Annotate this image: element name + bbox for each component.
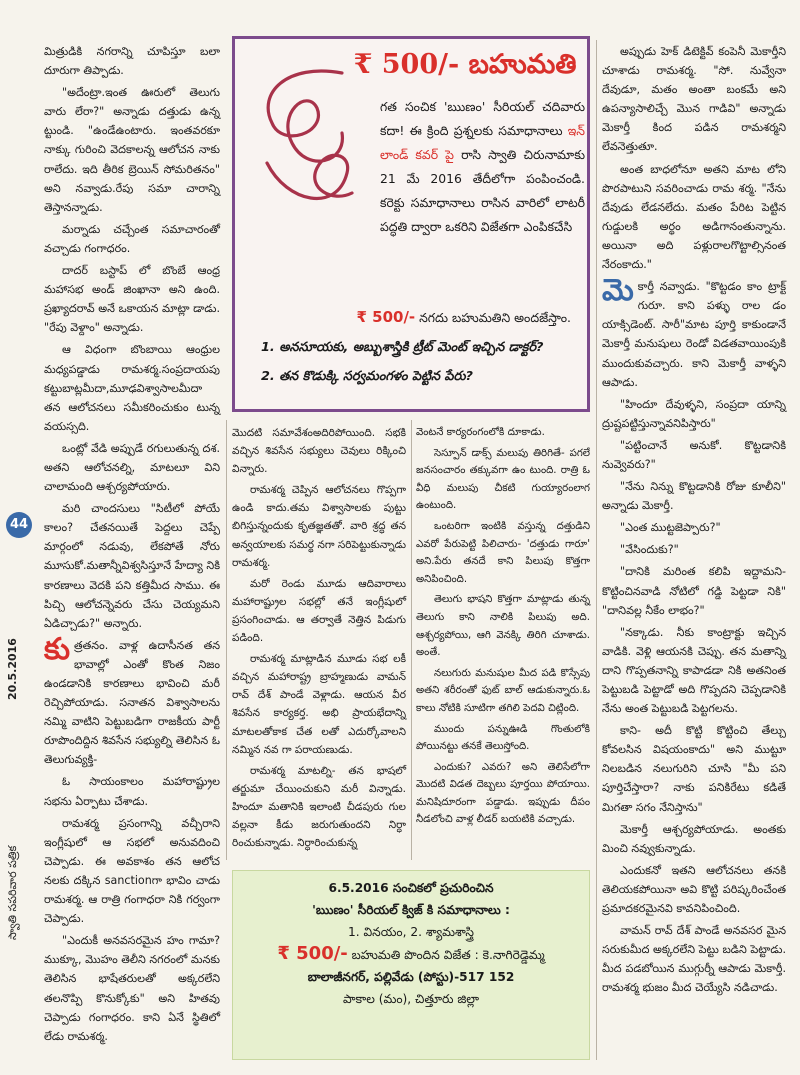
drop-cap-text: కార్తీ నవ్వాడు. "కొట్టడం కాం ట్రాక్ట్ గురూ. కాని పళ్ళు రాల డం యాక్సిడెంట్. సారీ"మాట పూర్తి కాకుండానే మెకార్తీ మనుషులు రెండో విడతవాయింపుకి ముందుకువచ్చారు. కాని మెకార్తీ వాళ్ళని ఆపాడు. [602,280,786,389]
paragraph: "నేను నిన్ను కొట్టడానికి రోజు కూలీని" అన్నాడు మెకార్తీ. [602,480,786,513]
instruction-text: రాసి స్వాతి చిరునామాకు 21 మే 2016 తేదీలోగా పంపించండి. కరెక్టు సమాధానాలు రాసిన వారిలో లాటరీ పద్ధతి ద్వారా ఒకరిని విజేతగా ఎంపికచేసి [380,147,585,234]
answers-line: 1. వినయం, 2. శ్యామశాస్త్రి [348,925,474,939]
paragraph: మిత్రుడికి నగరాన్ని చూపిస్తూ బలా దూరుగా తిప్పాడు. [44,45,220,78]
paragraph: "నక్కాడు. నీకు కాంట్రాక్టు ఇచ్చిన వాడికి. వెళ్లి ఆయనకి చెప్పు. తన మతాన్ని దాని గొప్పతనాన్ని కాపాడడా నికి అతనింత పెట్టుబడి పెట్టాడో అది గొప్పదని చెప్పడానికి నేను అంత పెట్టుబడి పెట్టగలను. [602,625,786,716]
paragraph: ఒంట్లో వేడి అప్పుడే రగులుతున్న దశ. అతని ఆలోచనల్ని, మాటలూ విని చాలామంది ఆశ్చర్యపోయారు. [44,441,220,494]
paragraph: మరో రెండు మూడు ఆదివారాలు మహారాష్ట్రుల సభల్లో తనే ఇంగ్లీషులో ప్రసంగించాడు. ఆ తర్వాతే నెత్తిన పిడుగు పడింది. [232,577,406,645]
paragraph: మెకార్తీ ఆశ్చర్యపోయాడు. అంతకు మించి నవ్వుకున్నాడు. [602,822,786,855]
column-1 [44,42,220,1049]
contest-instructions-cont [261,305,571,388]
paragraph: వామన్ రావ్ దేశ్ పాండే అనవసర మైన సరుకుమీద అక్కరలేని పెట్టు బడిని పెట్టాడు. మీద పడబోయిన ముగ్గుర్నీ ఆపాడు మెకార్తీ. రామశర్మ భుజం మీద చెయ్యేసి నడిచాడు. [602,924,786,995]
quiz-answers-box [232,870,590,1060]
paragraph: "ఎంత ముట్టజెప్పారు?" [620,521,721,535]
paragraph: "అదేంట్రా.ఇంత ఊరులో తెలుగు వారు లేరా?" అన్నాడు దత్తుడు ఉన్న ట్టుండి. "ఉండేఉంటారు. ఇంతవరకూ నాక్కు గురించి వెదకాలన్న ఆలోచన నాకు రాలేదు. ఇది తీరిక బ్రెయిన్ సోమరితనం" అని నవ్వాడు.రేపు సమా చారాన్ని తెస్తానన్నాడు. [44,86,220,214]
paragraph: నలుగురు మనుషుల మీద పడి కొస్సేపు అతని శరీరంతో ఫుట్ బాల్ ఆడుకున్నారు.ఓ కాలు నోటికి సూటిగా తగిలి పెదవి చిట్లింది. [416,667,590,714]
paragraph: కాని- అదీ కొట్టి కొట్టించి తేల్చు కోవలసిన విషయంకాదు" అని ముట్టూ నిలబడిన నలుగురిని చూసి "మీ పని పూర్తిచేస్తారా? నాకు పనికిరేటు కడితే మిగతా సగం నేనిస్తాను" [602,724,786,814]
paragraph: ఆ విధంగా బొంబాయి ఆంధ్రుల మధ్యపడ్డాడు రామశర్మ.సంప్రదాయపు కట్టుబాట్లమీదా,మూఢవిశ్వాసాలమీదా తన ఆలోచనలు సమీకరించుకుం టున్న వయస్సది. [44,343,220,433]
column-divider [226,420,227,860]
question-1: 1. అనసూయకు, అబ్బుశాస్త్రికి ట్రీట్ మెంట్ ఇచ్చిన డాక్టర్? [261,340,544,355]
winner-address: పాకాల (మం), చిత్తూరు జిల్లా [342,992,479,1006]
winner-address: బాలాజీనగర్, పల్లివేడు (పోస్టు)-517 152 [307,970,515,984]
cash-amount: ₹ 500/- [356,308,416,326]
instruction-text: గత సంచిక 'ఋణం' సీరియల్ చదివారు కదా! ఈ క్రింది ప్రశ్నలకు సమాధానాలు [380,99,585,138]
paragraph [44,631,220,770]
contest-box [232,36,590,412]
paragraph: ఎందుకనో ఇతని ఆలోచనలు తనకి తెలియకపోయినా అవి కొట్టి పరిష్కరించేంత ప్రమాదకరమైనవి కావనిపించింది. [602,863,786,916]
answers-line: 'ఋణం' సీరియల్ క్విజ్ కి సమాధానాలు : [312,903,510,917]
paragraph: అంత బాధలోనూ అతని మాట లోని పొరపాటుని సవరించాడు రామ శర్మ. "నేను దేవుడు లేడనలేదు. మతం పేరిట పెట్టిన గుడ్డులకి అర్థం అడిగానంతున్నాను. అయినా అది పళ్లురాలగొట్టాల్సినంత నేరంకాదు." [602,162,786,272]
paragraph: ముందు పన్నుఊడి గొంతులోకి పోయినట్టు తనకే తెలుస్తోంది. [416,723,590,753]
column-3 [416,424,590,832]
column-divider [411,420,412,860]
prize-word: బహుమతి [468,49,577,80]
paragraph: సెస్పూన్ డాక్స్ మలుపు తిరిగితే- పగలే జనసంచారం తక్కువగా ఉం టుంది. రాత్రి ఓ వీధి మలుపు చీకటి గుయ్యారంలాగ ఉంటుంది. [416,447,590,512]
paragraph: రామశర్మ మాటల్ని- తన భాషలో తర్జుమా చేయించుకుని మరీ విన్నాడు. హిందూ మతానికి ఇలాంటి చీడపురు గుల వల్లనా కీడు జరుగుతుందని నిర్ధా రించుకున్నాడు. నిర్ధారించుకున్న [232,764,406,850]
prize-heading [345,49,585,87]
page-number: 44 [6,512,32,538]
answers-line: 6.5.2016 సంచికలో ప్రచురించిన [328,881,494,895]
paragraph: ఓ సాయంకాలం మహారాష్ట్రుల సభను ఏర్పాటు చేశాడు. [44,775,220,808]
paragraph: రామశర్మ మాట్లాడిన మూడు సభ లకీ వచ్చిన మహారాష్ట్ర బ్రాహ్మణుడు వామన్ రావ్ దేశ్ పాండే వెళ్లాడు. ఆయన వీర శివసేన కార్యకర్త. అభి ప్రాయభేదాన్ని మాటలతోకాక చేత లతో ఎదుర్కోవాలని నమ్మిన నవ గా పరాయణుడు. [232,653,406,756]
question-2: 2. తన కొడుక్కి సర్వమంగళం పెట్టిన పేరు? [261,369,473,384]
winner-line [241,943,581,966]
drop-cap-text: త్రతనం. వాళ్ల ఉదాసీనత తన భావాల్లో ఎంతో కొంత నిజం ఉండడానికి కారణాలు భావించి మరీ రెచ్చిపోయాడు. సనాతన విశ్వాసాలను నమ్మి వాటిని పెట్టుబడిగా రాజకీయ పార్టీ రూపొందిద్దిన శివసేన సభ్యుల్ని తెలిసిన ఓ తెలుగువ్యక్తి- [44,638,220,767]
paragraph: మరి చాందసులు "సిటీలో పోయే కాలం? చేతనయితే పెద్దలు చెప్పే మార్గంలో నడువు, లేకపోతే నోరు మూసుకో.మతాన్నీవిశ్వసిస్తూనే హేద్యా నికి కారణాలు వెదకి పని కత్తిమీద సాము. ఈ పిచ్చి ఆలోచన్నెవరు చేసు చెయ్యమని ఏడిచ్చాడు?" అన్నారు. [44,502,220,630]
drop-cap: మె [602,273,634,309]
instruction-text: నగదు బహుమతిని అందజేస్తాం. [419,310,571,325]
page-margin [0,0,34,1075]
paragraph [602,273,786,392]
prize-amount: ₹ 500/- [277,943,348,964]
paragraph: మర్నాడు చచ్చేంత సమాచారంతో వచ్చాడు గంగాధరం. [44,222,220,255]
paragraph: తెలుగు భాషని కొత్తగా మాట్లాడు తున్న తెలుగు కాని నాలికి పిలుపు అది. ఆశ్చర్యపోయి, ఆగి వెనక్కి తిరిగి చూశాడు. అంతే. [416,594,590,659]
drop-cap: కు [44,631,71,667]
paragraph: అప్పుడు హెక్ డిటెక్టివ్ కంపెనీ మెకార్తీని చూశాడు రామశర్మ. "సో. నువ్వేనా దేవుడూ, మతం అంతా బంకమే అని ఉపన్యాసాలిచ్చే మొన గాడివి" అన్నాడు మెకార్తీ కింద పడిన రామశర్మని లేవనెత్తుతూ. [602,45,786,154]
paragraph: మొదటి సమావేశంఅదిరిపోయింది. సభకి వచ్చిన శివసేన సభ్యులు చెవులు రిక్కించి విన్నారు. [232,427,406,476]
paragraph: "వేసిందుకు?" [620,543,679,557]
paragraph: వెంటనే కార్యరంగంలోకి దూకాడు. [416,427,545,438]
magazine-name: స్వాతి సపరివార పత్రిక [6,845,19,940]
prize-amount: ₹ 500/- [353,49,460,80]
paragraph: రామశర్మ చెప్పిన ఆలోచనలు గొప్పగా ఉండి కాదు.తమ విశ్వాసాలకు పుట్టు బిగిస్తున్నందుకు కృతజ్ఞతతో. వారి శ్రద్ధ తన అన్వయాలకు సమర్థ నగా సరిపెట్టుకున్నాడు రామశర్మ. [232,484,406,569]
column-divider [596,40,597,1060]
inland-cover-text: ఇన్ లాండ్ కవర్ పై [380,123,585,162]
paragraph: "దానికి మరింత కలిపి ఇద్దామని- కొట్టించినవాడి నోటిలో గడ్డి పెట్టడా నికి" "దానివల్ల నీకేం లాభం?" [602,565,786,617]
paragraph: దాదర్ బస్టాప్ లో బొంబే ఆంధ్ర మహాసభ అండ్ జింఖానా అని ఉంది. ప్రఖ్యాదరావ్ అనే ఒకాయన మాట్లా డాడు. "రేపు వెళ్దాం" అన్నాడు. [44,264,220,335]
contest-instructions [380,95,585,239]
paragraph: రామశర్మ ప్రసంగాన్ని వచ్చీరాని ఇంగ్లీషులో ఆ సభలో అనువదించి చెప్పాడు. ఈ అవకాశం తన ఆలోచ నలకు దక్కిన sanctionగా భావిం చాడు రామశర్మ. ఆ రాత్రి గంగాధరా నికి గర్వంగా చెప్పాడు. [44,816,220,926]
paragraph: ఒంటరిగా ఇంటికి వస్తున్న దత్తుడిని ఎవరో పేరుపెట్టి పిలిచారు- 'దత్తుడు గారూ' అని.పేరు తనదే కాని పిలుపు కొత్తగా అనిపించింది. [416,520,590,585]
paragraph: "పట్టించానే అనుకో. కొట్టడానికి నువ్వెవరు?" [602,438,786,471]
paragraph: "ఎందుకీ అనవసరమైన హం గామా? ముక్కూ, మొహం తెలీని నగరంలో మనకు తెలిసిన భాషేతరులతో అక్కరలేని తలనొప్పి కొనుక్కోకు" అని హితవు చెప్పాడు గంగాధరం. కాని ఏనే స్థితిలో లేడు రామశర్మ. [44,934,220,1043]
issue-date: 20.5.2016 [6,638,19,700]
column-2 [232,424,406,855]
paragraph: ఎందుకు? ఎవరు? అని తెలిసేలోగా మొదటి విడత దెబ్బలు పూర్తయి పోయాయి. మనిషిదూరంగా పడ్డాడు. ఇప్పుడు దీపం నీడలోంచి వాళ్ల లీడర్ బయటికి వచ్చాడు. [416,761,590,826]
winner-name: బహుమతి పొందిన విజేత : కె.నాగిరెడ్డెమ్మ [351,948,545,962]
paragraph: "హిందూ దేవుళ్ళని, సంప్రదా యాన్ని ద్రుష్టపట్టిస్తున్నావనిపిస్తారు" [602,397,786,430]
column-4 [602,42,786,1001]
